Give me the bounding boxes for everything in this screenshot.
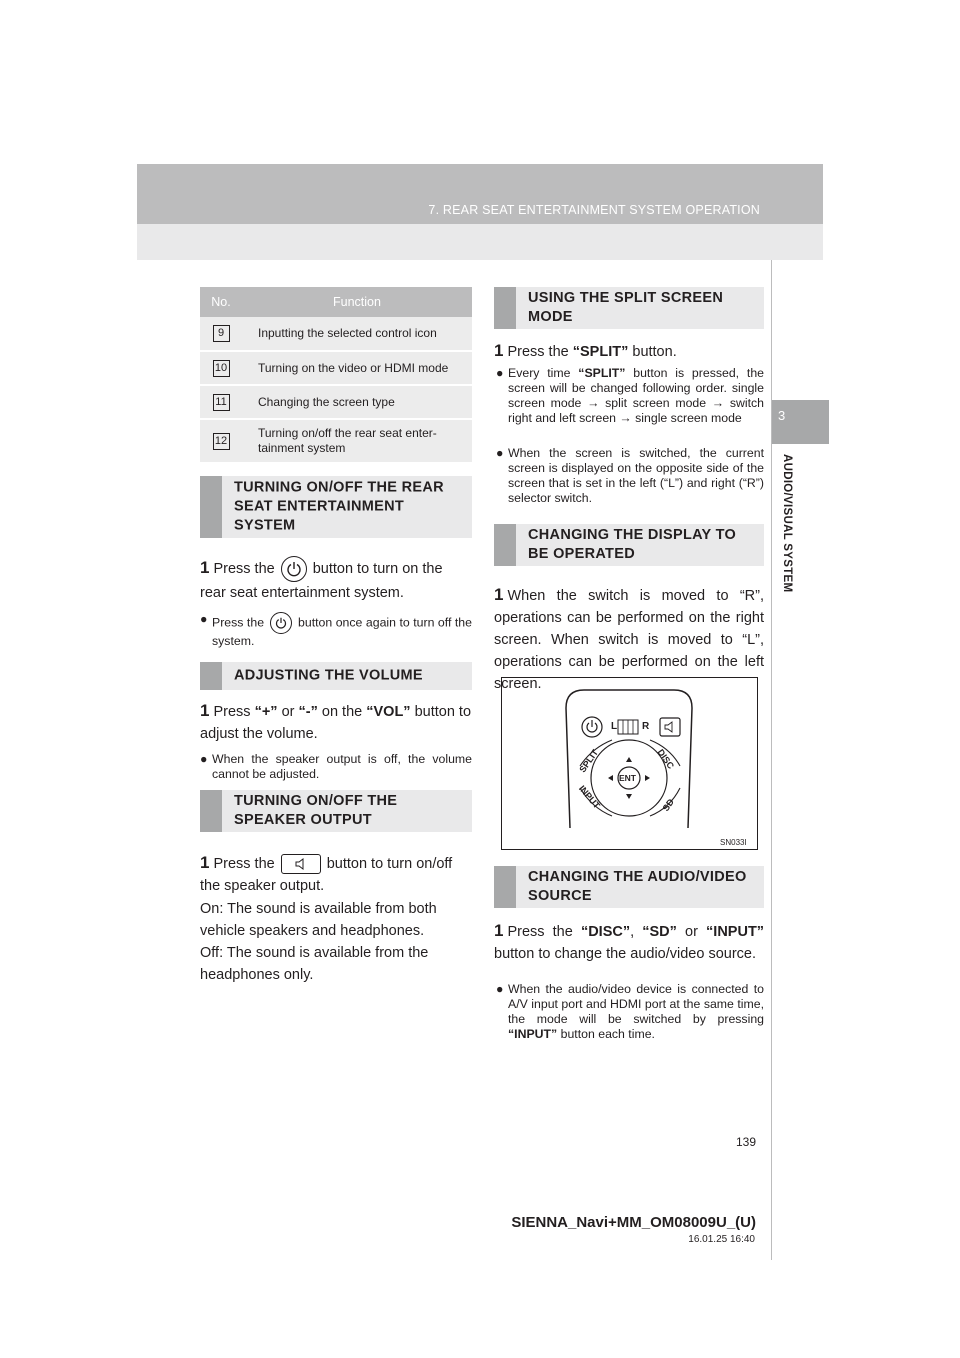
row-function: Inputting the selected control icon [242, 317, 472, 351]
table-row [200, 317, 472, 351]
col-no-header: No. [200, 287, 242, 317]
power-icon [270, 612, 292, 634]
note-power: ● Press the button once again to turn off the system. [200, 612, 472, 648]
chapter-number: 3 [778, 408, 786, 423]
split-button-label: SPLIT [577, 747, 601, 775]
left-selector-label: L [611, 721, 618, 732]
step-source: 1 Press the “DISC”, “SD” or “INPUT” button to change the audio/video source. [494, 921, 765, 962]
remote-control-illustration [502, 678, 757, 849]
row-number: 10 [213, 360, 230, 377]
row-number: 9 [213, 325, 230, 342]
section-heading-split: USING THE SPLIT SCREEN MODE [494, 287, 764, 329]
page-header-title: 7. REAR SEAT ENTERTAINMENT SYSTEM OPERATION [428, 203, 760, 217]
section-heading-source: CHANGING THE AUDIO/VIDEO SOURCE [494, 866, 764, 908]
step-speaker: 1 Press the button to turn on/off the speaker output. [200, 853, 453, 894]
speaker-on-text: On: The sound is available from both vehicle speakers and headphones. [200, 901, 437, 939]
table-row [200, 351, 472, 385]
right-selector-label: R [642, 721, 650, 732]
ent-button-label: ENT [619, 773, 636, 783]
chapter-label: AUDIO/VISUAL SYSTEM [781, 454, 793, 593]
table-row [200, 385, 472, 419]
note-source: ● When the audio/video device is connected to A/V input port and HDMI port at the same time, the mode will be switched by pressing “INPUT” button each time. [496, 982, 764, 1041]
row-number: 12 [213, 433, 230, 450]
table-row [200, 419, 472, 463]
section-heading-display: CHANGING THE DISPLAY TO BE OPERATED [494, 524, 764, 566]
disc-button-label: DISC [655, 747, 677, 771]
step-display: 1 When the switch is moved to “R”, operations can be performed on the right screen. When switch is moved to “L”, operations can be performed on the left screen. [494, 585, 764, 692]
section-heading-speaker: TURNING ON/OFF THE SPEAKER OUTPUT [200, 790, 472, 832]
figure-code: SN033I [720, 838, 747, 847]
speaker-off-text: Off: The sound is available from the headphones only. [200, 945, 429, 983]
function-table [200, 287, 472, 464]
row-number: 11 [213, 394, 230, 411]
step-power: 1 Press the button to turn on the rear seat entertainment system. [200, 557, 443, 601]
sd-button-label: SD [660, 797, 676, 813]
step-split: 1 Press the “SPLIT” button. [494, 341, 677, 360]
print-timestamp: 16.01.25 16:40 [688, 1234, 755, 1245]
page-number: 139 [735, 1135, 756, 1149]
section-heading-volume: ADJUSTING THE VOLUME [200, 662, 472, 690]
table-header-row [200, 287, 472, 317]
section-heading-power: TURNING ON/OFF THE REAR SEAT ENTERTAINMENT SYSTEM [200, 476, 472, 538]
row-function: Turning on/off the rear seat enter-tainment system [242, 419, 472, 463]
col-function-header: Function [242, 287, 472, 317]
note-split-order: ● Every time “SPLIT” button is pressed, the screen will be changed following order. single screen mode → split screen mode → switch right and left screen → single screen mode [496, 366, 764, 425]
document-code: SIENNA_Navi+MM_OM08009U_(U) [511, 1214, 756, 1231]
note-volume: ● When the speaker output is off, the volume cannot be adjusted. [200, 752, 472, 781]
speaker-icon [281, 854, 321, 874]
note-split-switch: ● When the screen is switched, the current screen is displayed on the opposite side of the screen that is set in the left (“L”) and right (“R”) selector switch. [496, 446, 764, 505]
remote-control-figure [501, 677, 758, 850]
input-button-label: INPUT [576, 783, 603, 811]
step-volume: 1 Press “+” or “-” on the “VOL” button to adjust the volume. [200, 701, 472, 742]
row-function: Turning on the video or HDMI mode [242, 351, 472, 385]
row-function: Changing the screen type [242, 385, 472, 419]
power-icon [281, 556, 307, 582]
